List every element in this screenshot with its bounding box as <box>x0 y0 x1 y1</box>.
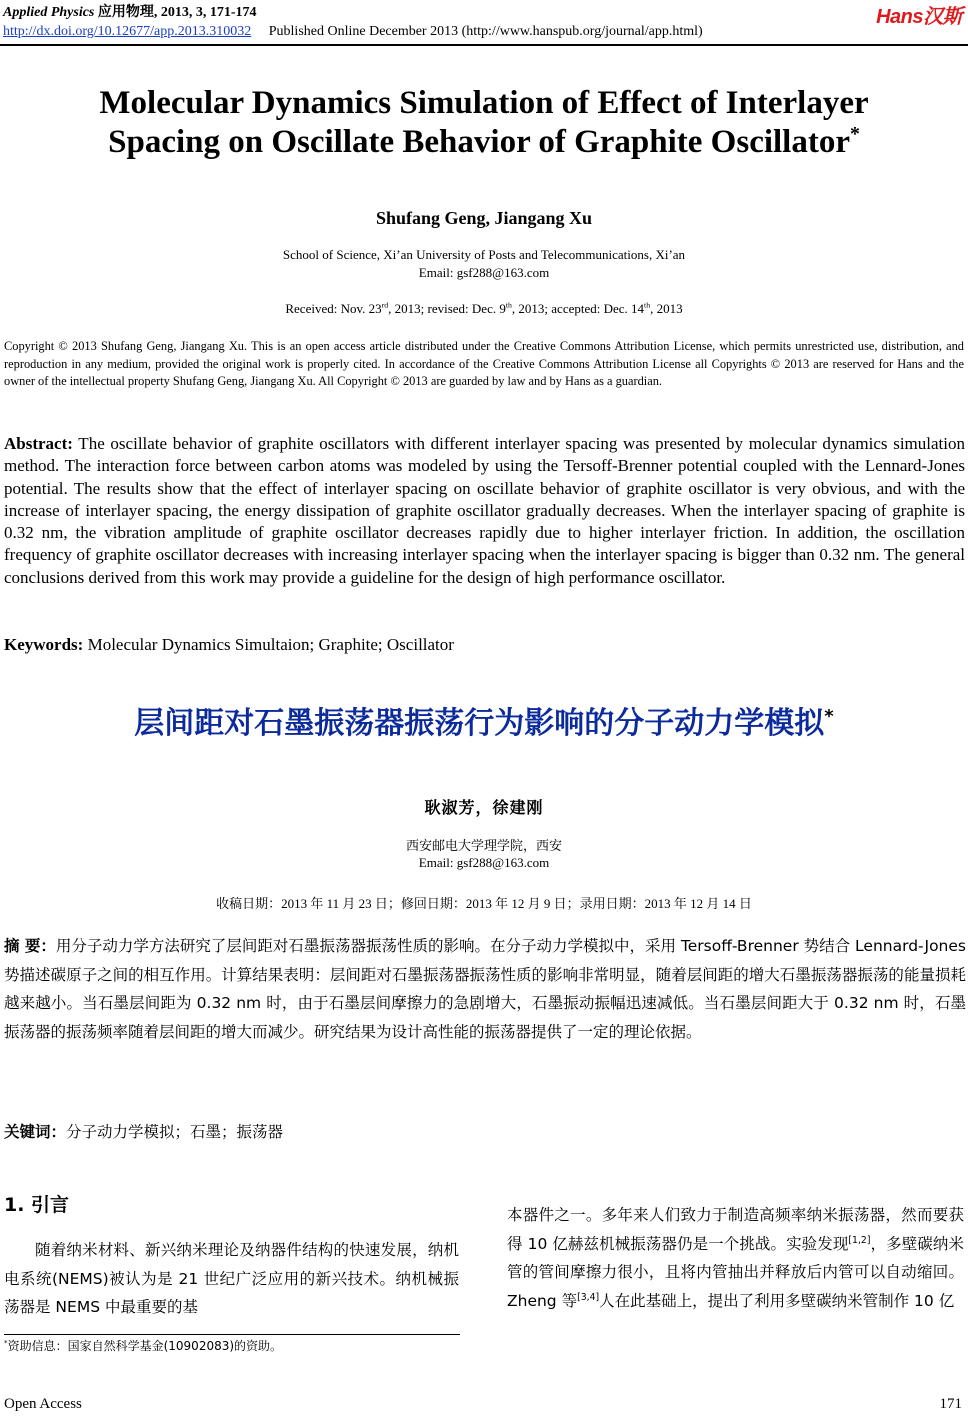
received-text: Received: Nov. 23 <box>285 301 382 316</box>
funding-footnote <box>4 1337 282 1354</box>
journal-name-zh: 应用物理 <box>97 5 154 20</box>
citation-ref: [3,4] <box>577 1291 600 1303</box>
footer-open-access: Open Access <box>4 1396 82 1412</box>
email-zh: Email: gsf288@163.com <box>418 855 550 870</box>
keywords-zh <box>4 1120 283 1142</box>
affiliation-en: School of Science, Xi’an University of Posts and Telecommunications, Xi’an <box>282 247 686 262</box>
title-en-line2: Spacing on Oscillate Behavior of Graphite Oscillator <box>108 124 850 160</box>
received-dates-en <box>0 301 968 317</box>
footnote-divider <box>4 1334 460 1335</box>
abstract-zh-text: 用分子动力学方法研究了层间距对石墨振荡器振荡性质的影响。在分子动力学模拟中，采用 Tersoff-Brenner 势结合 Lennard-Jones 势描述碳原子之间的相互作用。计算结果表明：层间距对石墨振荡器振荡性质的影响非常明显，随着层间距的增大石墨振荡器振荡的能量损耗越来越小。当石墨层间距为 0.32 nm 时，由于石墨层间摩擦力的急剧增大，石墨振动振幅迅速减低。当石墨层间距大于 0.32 nm 时，石墨振荡器的振荡频率随着层间距的增大而减少。研究结果为设计高性能的振荡器提供了一定的理论依据。 <box>4 937 966 1041</box>
intro-right-column <box>507 1201 964 1315</box>
footnote-mark: * <box>4 1338 8 1347</box>
keywords-en <box>4 635 454 655</box>
title-footnote-mark: * <box>849 123 860 145</box>
abstract-zh <box>4 932 966 1046</box>
title-zh-text: 层间距对石墨振荡器振荡行为影响的分子动力学模拟 <box>134 706 825 741</box>
footnote-text: 资助信息：国家自然科学基金(10902083)的资助。 <box>7 1339 283 1353</box>
accepted-text: , 2013; accepted: Dec. 14 <box>511 301 645 316</box>
ordinal-suffix: rd <box>381 300 389 310</box>
copyright-notice: Copyright © 2013 Shufang Geng, Jiangang Xu. This is an open access article distributed under the Creative Commons Attribution License, which permits unrestricted use, distribution, and reproduction in any medium, provided the original work is properly cited. In accordance of the Creative Commons Attribution License all Copyrights © 2013 are reserved for Hans and the owner of the intellectual property Shufang Geng, Jiangang Xu. All Copyright © 2013 are guarded by law and by Hans as a guardian. <box>4 339 964 388</box>
intro-right-text: 本器件之一。多年来人们致力于制造高频率纳米振荡器，然而要获得 10 亿赫兹机械振荡器仍是一个挑战。实验发现 <box>507 1206 964 1253</box>
header-divider <box>0 44 968 46</box>
journal-header <box>3 1 257 21</box>
revised-text: , 2013; revised: Dec. 9 <box>388 301 506 316</box>
article-title-en <box>0 84 968 162</box>
abstract-en <box>4 433 965 589</box>
keywords-text: Molecular Dynamics Simultaion; Graphite; Oscillator <box>83 635 454 654</box>
section-heading-intro: 1. 引言 <box>4 1194 70 1216</box>
journal-volume: , 2013, 3, 171-174 <box>153 5 257 20</box>
title-zh-footnote-mark: * <box>824 706 834 727</box>
abstract-label: Abstract: <box>4 434 73 453</box>
affiliation-zh: 西安邮电大学理学院，西安 <box>405 838 562 853</box>
received-dates-zh: 收稿日期：2013 年 11 月 23 日；修回日期：2013 年 12 月 9 日；录用日期：2013 年 12 月 14 日 <box>216 896 752 911</box>
authors-zh: 耿淑芳，徐建刚 <box>424 798 544 817</box>
hans-logo: Hans汉斯 <box>876 6 962 28</box>
abstract-zh-label: 摘 要： <box>4 937 56 955</box>
intro-left-column: 随着纳米材料、新兴纳米理论及纳器件结构的快速发展，纳机电系统(NEMS)被认为是 21 世纪广泛应用的新兴技术。纳机械振荡器是 NEMS 中最重要的基 <box>4 1241 459 1316</box>
intro-right-text: 人在此基础上，提出了利用多壁碳纳米管制作 10 亿 <box>599 1291 955 1310</box>
published-online: Published Online December 2013 (http://www.hanspub.org/journal/app.html) <box>268 24 703 39</box>
journal-name-en: Applied Physics <box>3 5 95 20</box>
header-publication-line <box>3 24 703 40</box>
keywords-zh-label: 关键词： <box>4 1123 67 1141</box>
article-title-zh <box>0 704 968 744</box>
keywords-label: Keywords: <box>4 635 84 654</box>
intro-right-text: ，多壁碳纳米管的管间摩擦力很小，且将内管抽出并释放后内管可以自动缩回。Zheng 等 <box>507 1234 964 1310</box>
page-number: 171 <box>939 1396 962 1412</box>
email-en: Email: gsf288@163.com <box>418 265 550 280</box>
year-text: , 2013 <box>650 301 683 316</box>
doi-link[interactable]: http://dx.doi.org/10.12677/app.2013.310032 <box>3 24 252 39</box>
abstract-text: The oscillate behavior of graphite oscillators with different interlayer spacing was presented by molecular dynamics simulation method. The interaction force between carbon atoms was modeled by using the Tersoff-Brenner potential coupled with the Lennard-Jones potential. The results show that the effect of interlayer spacing on oscillate behavior of graphite oscillator is very obvious, and with the increase of interlayer spacing, the energy dissipation of graphite oscillator gradually decreases. When the interlayer spacing of graphite is 0.32 nm, the vibration amplitude of graphite oscillator decreases rapidly due to higher interlayer friction. In addition, the oscillation frequency of graphite oscillator decreases with increasing interlayer spacing when the interlayer spacing is bigger than 0.32 nm. The general conclusions derived from this work may provide a guideline for the design of high performance oscillator. <box>4 434 965 587</box>
ordinal-suffix: th <box>644 300 651 310</box>
ordinal-suffix: th <box>505 300 512 310</box>
citation-ref: [1,2] <box>848 1234 871 1246</box>
authors-en: Shufang Geng, Jiangang Xu <box>375 208 593 228</box>
title-en-line1: Molecular Dynamics Simulation of Effect of Interlayer <box>99 85 869 121</box>
keywords-zh-text: 分子动力学模拟；石墨；振荡器 <box>66 1123 284 1141</box>
